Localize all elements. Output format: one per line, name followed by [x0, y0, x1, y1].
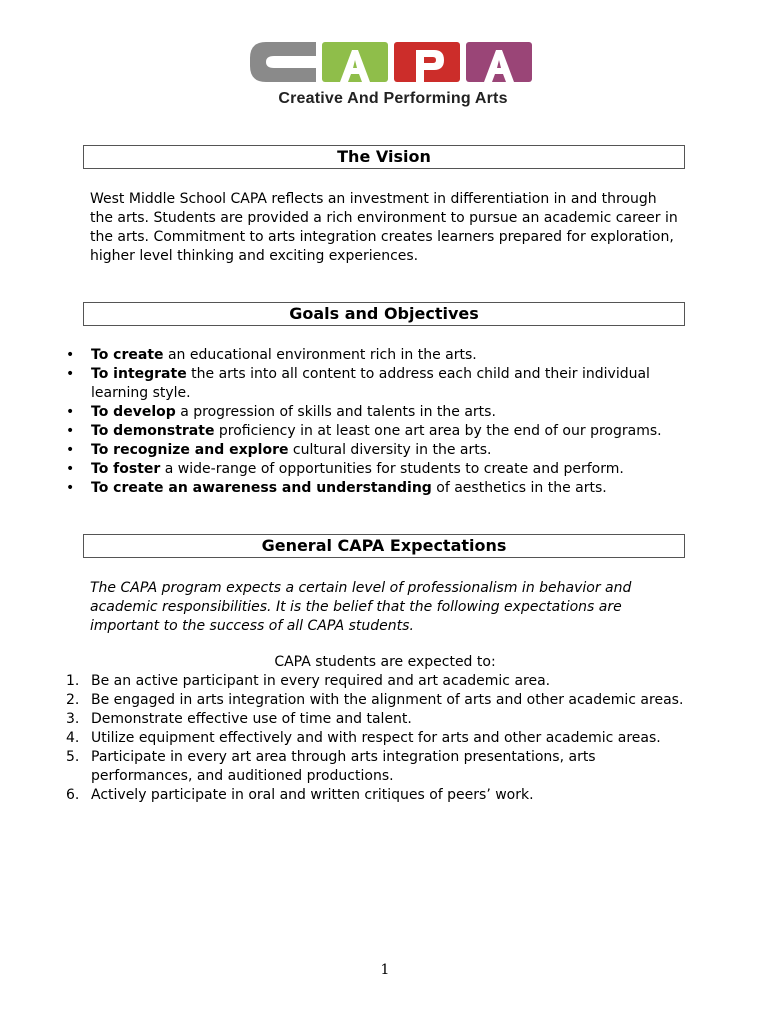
goal-text: of aesthetics in the arts. [431, 480, 607, 496]
bullet-icon: • [66, 442, 75, 458]
item-text: Be engaged in arts integration with the alignment of arts and other academic areas. [91, 692, 684, 708]
list-item [60, 786, 690, 805]
item-text: Actively participate in oral and written critiques of peers’ work. [91, 787, 534, 803]
expectations-lead: CAPA students are expected to: [274, 654, 496, 670]
list-item [60, 672, 690, 691]
goal-bold: To foster [91, 461, 161, 477]
list-item [60, 460, 690, 479]
vision-paragraph: West Middle School CAPA reflects an investment in differentiation in and through the arts. Students are provided a rich environment to pursue an academic career in the arts. Commitment to arts integration creates learners prepared for exploration, higher level thinking and exciting experiences. [90, 191, 678, 264]
goals-heading: Goals and Objectives [83, 302, 685, 326]
list-item [60, 441, 690, 460]
goal-bold: To demonstrate [91, 423, 215, 439]
list-item [60, 346, 690, 365]
item-number: 1. [66, 673, 80, 689]
expectations-heading: General CAPA Expectations [83, 534, 685, 558]
goal-bold: To create an awareness and understanding [91, 480, 432, 496]
item-text: Participate in every art area through arts integration presentations, arts performances, and auditioned productions. [91, 749, 596, 784]
goal-text: a progression of skills and talents in the arts. [175, 404, 496, 420]
goal-text: cultural diversity in the arts. [288, 442, 492, 458]
list-item [60, 710, 690, 729]
bullet-icon: • [66, 423, 75, 439]
item-number: 3. [66, 711, 80, 727]
bullet-icon: • [66, 366, 75, 382]
list-item [60, 729, 690, 748]
goals-list [60, 346, 690, 498]
list-item [60, 479, 690, 498]
page-number: 1 [380, 962, 390, 978]
goal-bold: To recognize and explore [91, 442, 289, 458]
item-text: Demonstrate effective use of time and talent. [91, 711, 412, 727]
item-text: Be an active participant in every required and art academic area. [91, 673, 551, 689]
list-item [60, 365, 690, 403]
expectations-intro: The CAPA program expects a certain level of professionalism in behavior and academic responsibilities. It is the belief that the following expectations are important to the success of all CAPA students. [90, 580, 632, 634]
list-item [60, 748, 690, 786]
bullet-icon: • [66, 404, 75, 420]
capa-logo-graphic [248, 38, 538, 86]
goal-text: the arts into all content to address each child and their individual learning style. [91, 366, 650, 401]
bullet-icon: • [66, 461, 75, 477]
goal-bold: To integrate [91, 366, 187, 382]
bullet-icon: • [66, 347, 75, 363]
logo-caption: Creative And Performing Arts [278, 90, 508, 107]
goal-text: a wide-range of opportunities for students to create and perform. [160, 461, 624, 477]
list-item [60, 403, 690, 422]
list-item [60, 691, 690, 710]
goal-bold: To develop [91, 404, 176, 420]
item-number: 5. [66, 749, 80, 765]
list-item [60, 422, 690, 441]
goal-text: an educational environment rich in the arts. [163, 347, 477, 363]
capa-logo [248, 38, 538, 110]
vision-heading: The Vision [83, 145, 685, 169]
bullet-icon: • [66, 480, 75, 496]
item-number: 6. [66, 787, 80, 803]
item-number: 2. [66, 692, 80, 708]
goal-bold: To create [91, 347, 164, 363]
expectations-list [60, 672, 690, 805]
item-text: Utilize equipment effectively and with respect for arts and other academic areas. [91, 730, 661, 746]
goal-text: proficiency in at least one art area by the end of our programs. [214, 423, 662, 439]
item-number: 4. [66, 730, 80, 746]
